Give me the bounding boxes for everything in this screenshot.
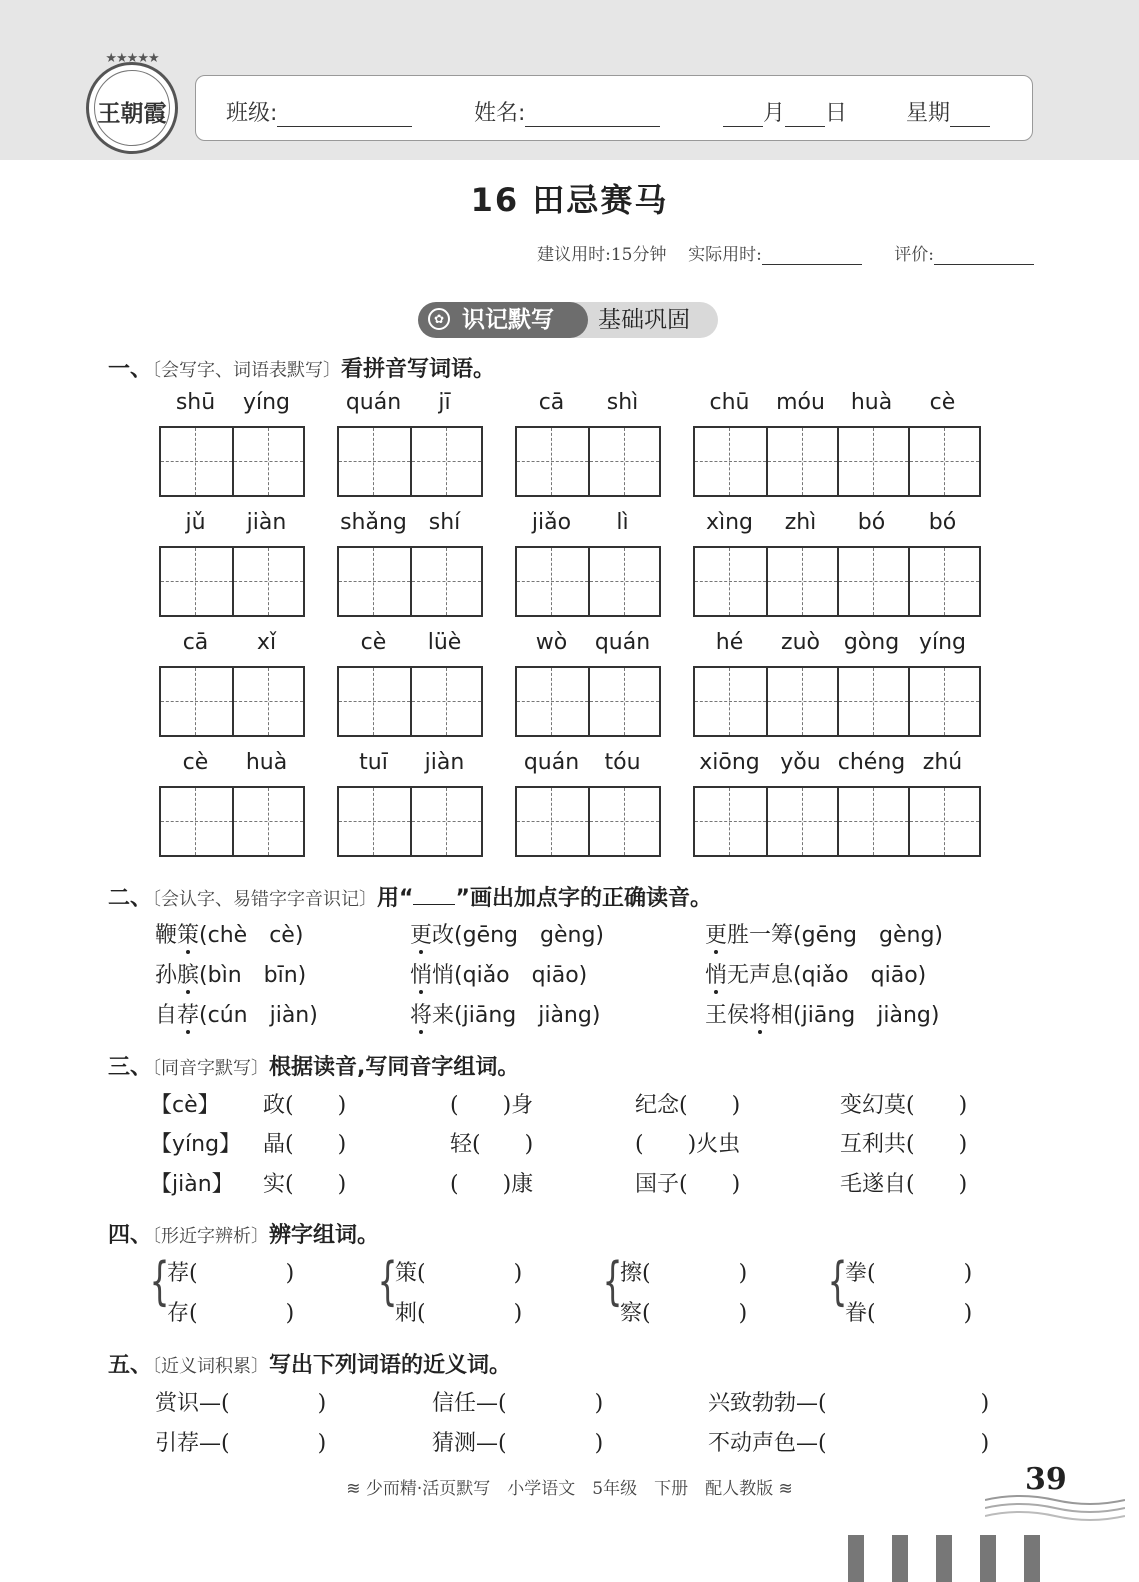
pinyin-syllable: cè — [360, 630, 387, 655]
cell-guide — [412, 701, 481, 702]
cell-guide — [910, 821, 979, 822]
pinyin-options[interactable]: (gēng gèng) — [454, 923, 605, 948]
pinyin-syllable: cè — [182, 750, 209, 775]
grid-cell[interactable] — [837, 788, 908, 855]
pinyin-syllable: tóu — [604, 750, 641, 775]
dotted-char: 更 — [705, 923, 728, 948]
grid-cell[interactable] — [766, 428, 837, 495]
cell-guide — [339, 821, 410, 822]
grid-cell[interactable] — [161, 428, 232, 495]
homophone-blank[interactable]: ( )火虫 — [635, 1132, 741, 1157]
cell-guide — [412, 581, 481, 582]
pinyin-syllable: tuī — [359, 750, 388, 775]
cell-guide — [839, 821, 908, 822]
grid-cell[interactable] — [410, 788, 481, 855]
grid-cell[interactable] — [339, 548, 410, 615]
grid-cell[interactable] — [588, 668, 659, 735]
cell-guide — [161, 461, 232, 462]
grid-cell[interactable] — [695, 788, 766, 855]
homophone-blank[interactable]: 国子( ) — [635, 1172, 741, 1197]
cell-guide — [339, 701, 410, 702]
pinyin-syllable: yíng — [918, 630, 967, 655]
homophone-blank[interactable]: 实( ) — [263, 1172, 347, 1197]
pinyin-options[interactable]: (qiǎo qiāo) — [793, 963, 927, 988]
pinyin-options[interactable]: (cún jiàn) — [199, 1003, 318, 1028]
grid-cell[interactable] — [339, 428, 410, 495]
name-field[interactable]: 姓名: — [474, 96, 660, 127]
brace-icon: { — [377, 1252, 398, 1312]
section2-heading: 二、〔会认字、易错字字音识记〕用“ ”画出加点字的正确读音。 — [108, 886, 712, 911]
grid-cell[interactable] — [588, 788, 659, 855]
medal-icon: ✿ — [428, 308, 450, 330]
pinyin-syllable: xìng — [705, 510, 754, 535]
grid-cell[interactable] — [232, 788, 303, 855]
pinyin-syllable: wò — [535, 630, 568, 655]
pinyin-syllable: yǒu — [780, 750, 821, 775]
cell-guide — [339, 461, 410, 462]
synonym-blank[interactable]: 信任—( ) — [432, 1391, 604, 1416]
brace-icon: { — [602, 1252, 623, 1312]
cell-guide — [590, 821, 659, 822]
writing-grid[interactable] — [515, 546, 661, 617]
writing-grid[interactable] — [693, 426, 981, 497]
word-suffix: 相 — [771, 1003, 794, 1028]
pronunciation-item[interactable] — [155, 958, 306, 989]
grid-cell[interactable] — [161, 788, 232, 855]
homophone-blank[interactable]: 政( ) — [263, 1093, 347, 1118]
grid-cell[interactable] — [695, 548, 766, 615]
word-prefix: 自 — [155, 1003, 178, 1028]
grid-cell[interactable] — [908, 428, 979, 495]
synonym-blank[interactable]: 引荐—( ) — [155, 1431, 327, 1456]
writing-grid[interactable] — [515, 666, 661, 737]
pronunciation-item[interactable] — [705, 998, 939, 1029]
grid-cell[interactable] — [517, 788, 588, 855]
pinyin-options[interactable]: (gēng gèng) — [793, 923, 944, 948]
footer-text: ≋ 少而精·活页默写 小学语文 5年级 下册 配人教版 ≋ — [346, 1479, 793, 1499]
similar-char-blank[interactable]: 荐( ) — [167, 1261, 295, 1286]
grid-cell[interactable] — [837, 428, 908, 495]
homophone-blank[interactable]: ( )身 — [450, 1093, 534, 1118]
cell-guide — [517, 701, 588, 702]
word-suffix: 来 — [432, 1003, 455, 1028]
similar-char-blank[interactable]: 策( ) — [395, 1261, 523, 1286]
writing-grid[interactable] — [337, 786, 483, 857]
cell-guide — [590, 581, 659, 582]
cell-guide — [839, 701, 908, 702]
cell-guide — [910, 581, 979, 582]
pronunciation-item[interactable] — [705, 918, 943, 949]
cell-guide — [768, 701, 837, 702]
cell-guide — [590, 701, 659, 702]
cell-guide — [695, 821, 766, 822]
grid-cell[interactable] — [410, 548, 481, 615]
grid-cell[interactable] — [766, 548, 837, 615]
pronunciation-item[interactable] — [155, 998, 318, 1029]
grid-cell[interactable] — [766, 788, 837, 855]
pinyin-syllable: huà — [245, 750, 288, 775]
similar-char-blank[interactable]: 眷( ) — [845, 1301, 973, 1326]
cell-guide — [910, 461, 979, 462]
homophone-blank[interactable]: 晶( ) — [263, 1132, 347, 1157]
weekday-field[interactable]: 星期 — [906, 96, 990, 127]
writing-grid[interactable] — [693, 786, 981, 857]
pinyin-syllable: bó — [857, 510, 886, 535]
pinyin-syllable: yíng — [242, 390, 291, 415]
cell-guide — [839, 581, 908, 582]
grid-cell[interactable] — [837, 668, 908, 735]
homophone-blank[interactable]: ( )康 — [450, 1172, 534, 1197]
writing-grid[interactable] — [159, 666, 305, 737]
pinyin-syllable: lì — [616, 510, 629, 535]
cell-guide — [339, 581, 410, 582]
word-prefix: 孙 — [155, 963, 178, 988]
section1-heading: 一、〔会写字、词语表默写〕看拼音写词语。 — [108, 357, 496, 382]
synonym-blank[interactable]: 兴致勃勃—( ) — [708, 1391, 990, 1416]
logo-stars-icon: ★★★★★ — [105, 51, 159, 66]
pronunciation-item[interactable] — [410, 918, 604, 949]
brace-icon: { — [827, 1252, 848, 1312]
brace-icon: { — [149, 1252, 170, 1312]
word-suffix: 胜一筹 — [727, 923, 794, 948]
grid-cell[interactable] — [766, 668, 837, 735]
writing-grid[interactable] — [159, 786, 305, 857]
pinyin-syllable: quán — [345, 390, 402, 415]
similar-char-blank[interactable]: 拳( ) — [845, 1261, 973, 1286]
cell-guide — [590, 461, 659, 462]
grid-cell[interactable] — [908, 548, 979, 615]
pinyin-syllable: shū — [175, 390, 216, 415]
section5-heading: 五、〔近义词积累〕写出下列词语的近义词。 — [108, 1353, 512, 1378]
dotted-char: 膑 — [177, 963, 200, 988]
pinyin-syllable: quán — [523, 750, 580, 775]
pinyin-options[interactable]: (qiǎo qiāo) — [454, 963, 588, 988]
pinyin-syllable: shǎng — [340, 510, 407, 535]
writing-grid[interactable] — [693, 546, 981, 617]
grid-cell[interactable] — [695, 428, 766, 495]
homophone-label: 【yíng】 — [150, 1132, 242, 1157]
writing-grid[interactable] — [337, 426, 483, 497]
student-info-box — [195, 75, 1033, 141]
pronunciation-item[interactable] — [705, 958, 926, 989]
writing-grid[interactable] — [159, 426, 305, 497]
grid-cell[interactable] — [908, 668, 979, 735]
cell-guide — [234, 461, 303, 462]
date-field[interactable]: 月 日 — [723, 96, 847, 127]
homophone-label: 【cè】 — [150, 1093, 220, 1118]
grid-cell[interactable] — [161, 548, 232, 615]
cell-guide — [768, 461, 837, 462]
pinyin-syllable: jiǎo — [531, 510, 572, 535]
dotted-char: 悄 — [705, 963, 728, 988]
cell-guide — [910, 701, 979, 702]
synonym-blank[interactable]: 猜测—( ) — [432, 1431, 604, 1456]
pinyin-syllable: hé — [715, 630, 744, 655]
pinyin-syllable: cā — [182, 630, 209, 655]
page-number: 39 — [1025, 1462, 1067, 1497]
cell-guide — [839, 461, 908, 462]
lesson-title: 16 田忌赛马 — [470, 181, 669, 219]
dotted-char: 策 — [177, 923, 200, 948]
dotted-char: 更 — [410, 923, 433, 948]
homophone-blank[interactable]: 轻( ) — [450, 1132, 534, 1157]
writing-grid[interactable] — [693, 666, 981, 737]
section3-heading: 三、〔同音字默写〕根据读音,写同音字组词。 — [108, 1055, 520, 1080]
pinyin-syllable: lüè — [427, 630, 462, 655]
class-field[interactable]: 班级: — [226, 96, 412, 127]
pinyin-syllable: zuò — [781, 630, 820, 655]
cell-guide — [234, 581, 303, 582]
writing-grid[interactable] — [515, 426, 661, 497]
cell-guide — [161, 701, 232, 702]
cell-guide — [412, 821, 481, 822]
grid-cell[interactable] — [232, 668, 303, 735]
pinyin-syllable: zhú — [922, 750, 963, 775]
word-suffix: 改 — [432, 923, 455, 948]
writing-grid[interactable] — [337, 546, 483, 617]
grid-cell[interactable] — [517, 428, 588, 495]
cell-guide — [234, 701, 303, 702]
grid-cell[interactable] — [339, 668, 410, 735]
cell-guide — [517, 821, 588, 822]
grid-cell[interactable] — [588, 428, 659, 495]
pinyin-syllable: xǐ — [256, 630, 277, 655]
pronunciation-item[interactable] — [155, 918, 303, 949]
cell-guide — [695, 701, 766, 702]
pinyin-syllable: quán — [594, 630, 651, 655]
grid-cell[interactable] — [232, 428, 303, 495]
pronunciation-item[interactable] — [410, 958, 587, 989]
pinyin-options[interactable]: (jiāng jiàng) — [793, 1003, 940, 1028]
cell-guide — [768, 821, 837, 822]
pinyin-syllable: bó — [928, 510, 957, 535]
grid-cell[interactable] — [410, 668, 481, 735]
cell-guide — [412, 461, 481, 462]
grid-cell[interactable] — [588, 548, 659, 615]
waves-icon — [985, 1492, 1125, 1522]
grid-cell[interactable] — [517, 548, 588, 615]
pinyin-syllable: chū — [709, 390, 750, 415]
writing-grid[interactable] — [337, 666, 483, 737]
grid-cell[interactable] — [837, 548, 908, 615]
section4-heading: 四、〔形近字辨析〕辨字组词。 — [108, 1223, 380, 1248]
cell-guide — [517, 461, 588, 462]
cell-guide — [161, 821, 232, 822]
pinyin-syllable: shì — [606, 390, 639, 415]
pinyin-syllable: cè — [929, 390, 956, 415]
pinyin-syllable: móu — [776, 390, 825, 415]
cell-guide — [517, 581, 588, 582]
pinyin-syllable: jī — [438, 390, 451, 415]
dotted-char: 悄 — [410, 963, 433, 988]
grid-cell[interactable] — [161, 668, 232, 735]
pinyin-syllable: shí — [428, 510, 461, 535]
grid-cell[interactable] — [232, 548, 303, 615]
homophone-label: 【jiàn】 — [150, 1172, 234, 1197]
pinyin-syllable: chéng — [837, 750, 906, 775]
publisher-logo — [86, 51, 178, 154]
pinyin-options[interactable]: (chè cè) — [199, 923, 304, 948]
homophone-blank[interactable]: 互利共( ) — [840, 1132, 968, 1157]
timing-line: 建议用时:15分钟 实际用时: 评价: — [537, 240, 1034, 265]
writing-grid[interactable] — [515, 786, 661, 857]
logo-text: 王朝霞 — [97, 100, 167, 127]
cell-guide — [695, 581, 766, 582]
pinyin-options[interactable]: (bìn bīn) — [199, 963, 307, 988]
similar-char-blank[interactable]: 刺( ) — [395, 1301, 523, 1326]
cell-guide — [161, 581, 232, 582]
dotted-char: 荐 — [177, 1003, 200, 1028]
similar-char-blank[interactable]: 存( ) — [167, 1301, 295, 1326]
pinyin-syllable: xiōng — [699, 750, 760, 775]
pinyin-syllable: zhì — [784, 510, 817, 535]
pinyin-syllable: jiàn — [246, 510, 287, 535]
homophone-blank[interactable]: 纪念( ) — [635, 1093, 741, 1118]
word-suffix: 悄 — [432, 963, 455, 988]
synonym-blank[interactable]: 赏识—( ) — [155, 1391, 327, 1416]
pinyin-syllable: jiàn — [424, 750, 465, 775]
similar-char-blank[interactable]: 察( ) — [620, 1301, 748, 1326]
cell-guide — [695, 461, 766, 462]
grid-cell[interactable] — [410, 428, 481, 495]
dotted-char: 将 — [749, 1003, 772, 1028]
word-prefix: 鞭 — [155, 923, 178, 948]
cell-guide — [768, 581, 837, 582]
homophone-blank[interactable]: 变幻莫( ) — [840, 1093, 968, 1118]
pinyin-syllable: jǔ — [185, 510, 206, 535]
grid-cell[interactable] — [339, 788, 410, 855]
grid-cell[interactable] — [517, 668, 588, 735]
word-prefix: 王侯 — [705, 1003, 750, 1028]
pronunciation-item[interactable] — [410, 998, 600, 1029]
word-suffix: 无声息 — [727, 963, 794, 988]
pinyin-syllable: huà — [850, 390, 893, 415]
homophone-blank[interactable]: 毛遂自( ) — [840, 1172, 968, 1197]
synonym-blank[interactable]: 不动声色—( ) — [708, 1431, 990, 1456]
grid-cell[interactable] — [695, 668, 766, 735]
pinyin-options[interactable]: (jiāng jiàng) — [454, 1003, 601, 1028]
grid-cell[interactable] — [908, 788, 979, 855]
pinyin-syllable: gòng — [843, 630, 900, 655]
pinyin-syllable: cā — [538, 390, 565, 415]
writing-grid[interactable] — [159, 546, 305, 617]
similar-char-blank[interactable]: 擦( ) — [620, 1261, 748, 1286]
dotted-char: 将 — [410, 1003, 433, 1028]
cell-guide — [234, 821, 303, 822]
